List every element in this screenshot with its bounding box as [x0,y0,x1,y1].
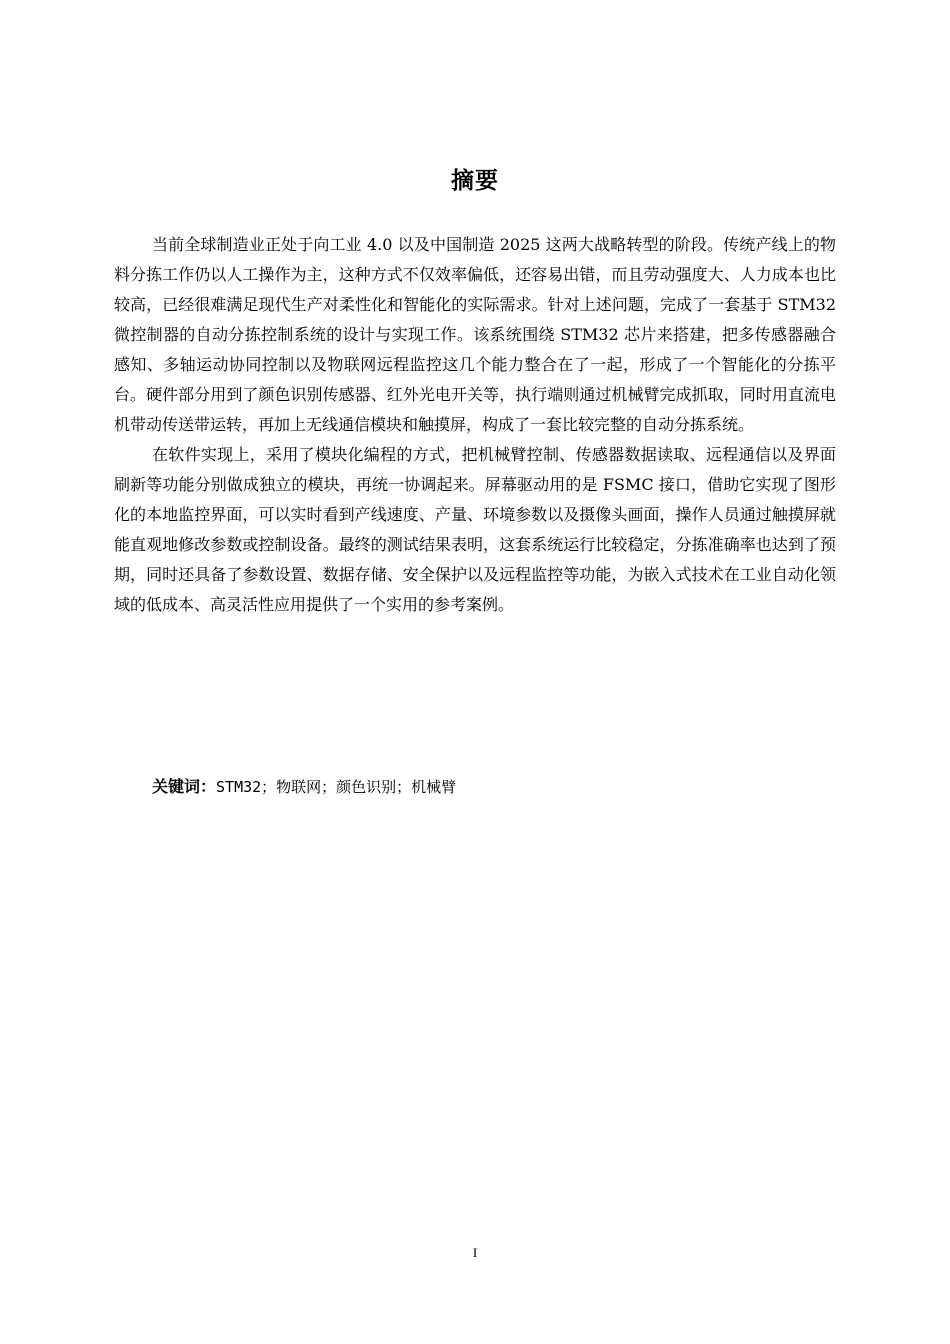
keywords-value: STM32；物联网；颜色识别；机械臂 [216,778,457,796]
page-number: I [472,1245,478,1260]
abstract-paragraph-2: 在软件实现上，采用了模块化编程的方式，把机械臂控制、传感器数据读取、远程通信以及界面刷新等功能分别做成独立的模块，再统一协调起来。屏幕驱动用的是 FSMC 接口，借助它实现了图形化的本地监控界面，可以实时看到产线速度、产量、环境参数以及摄像头画面，操作人员通过触摸屏就能直观地修改参数或控制设备。最终的测试结果表明，这套系统运行比较稳定，分拣准确率也达到了预期，同时还具备了参数设置、数据存储、安全保护以及远程监控等功能，为嵌入式技术在工业自动化领域的低成本、高灵活性应用提供了一个实用的参考案例。 [114,445,836,614]
keywords-label: 关键词： [152,777,217,796]
page-title: 摘要 [451,168,499,194]
keywords-line [152,772,836,802]
abstract-paragraph-1: 当前全球制造业正处于向工业 4.0 以及中国制造 2025 这两大战略转型的阶段。传统产线上的物料分拣工作仍以人工操作为主，这种方式不仅效率偏低，还容易出错，而且劳动强度大、人力成本也比较高，已经很难满足现代生产对柔性化和智能化的实际需求。针对上述问题，完成了一套基于 STM32 微控制器的自动分拣控制系统的设计与实现工作。该系统围绕 STM32 芯片来搭建，把多传感器融合感知、多轴运动协同控制以及物联网远程监控这几个能力整合在了一起，形成了一个智能化的分拣平台。硬件部分用到了颜色识别传感器、红外光电开关等，执行端则通过机械臂完成抓取，同时用直流电机带动传送带运转，再加上无线通信模块和触摸屏，构成了一套比较完整的自动分拣系统。 [114,235,836,434]
abstract-body [114,230,836,620]
